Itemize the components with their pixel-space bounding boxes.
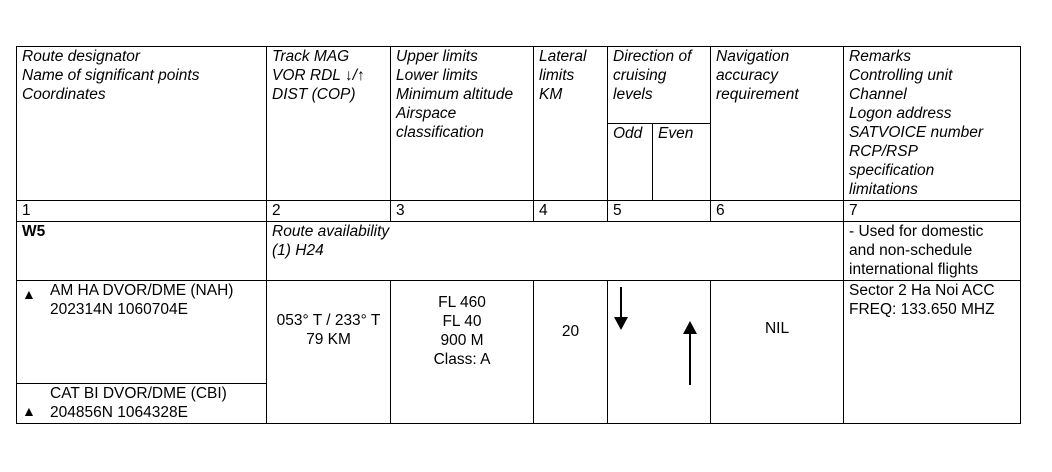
route-row [17, 222, 1021, 281]
triangle-icon: ▲ [22, 286, 36, 302]
route-remarks: - Used for domestic and non-schedule international flights [844, 222, 1021, 281]
route-designator: W5 [17, 222, 267, 281]
column-number-row [17, 201, 1021, 222]
header-even: Even [658, 125, 694, 142]
navigation-accuracy: NIL [711, 281, 844, 424]
header-remarks: Remarks Controlling unit Channel Logon address SATVOICE number RCP/RSP specification limitations [844, 47, 1021, 201]
significant-point [17, 281, 267, 384]
route-availability: Route availability (1) H24 [267, 222, 844, 281]
distance: 79 KM [306, 331, 351, 348]
header-navigation-accuracy: Navigation accuracy requirement [711, 47, 844, 201]
header-limits: Upper limits Lower limits Minimum altitude Airspace classification [391, 47, 534, 201]
triangle-icon: ▲ [22, 403, 36, 420]
table-row [17, 281, 1021, 384]
track-mag: 053° T / 233° T [276, 312, 381, 329]
column-number: 6 [711, 201, 844, 222]
column-number: 4 [534, 201, 608, 222]
route-table [16, 46, 1021, 424]
significant-point [17, 384, 267, 424]
column-number: 7 [844, 201, 1021, 222]
segment-remarks: Sector 2 Ha Noi ACC FREQ: 133.650 MHZ [844, 281, 1021, 424]
point-name: AM HA DVOR/DME (NAH) [50, 282, 234, 299]
column-number: 2 [267, 201, 391, 222]
column-number: 3 [391, 201, 534, 222]
header-route-designator: Route designator Name of significant points Coordinates [17, 47, 267, 201]
upper-limit: FL 460 [438, 294, 486, 311]
airspace-class: Class: A [433, 351, 491, 368]
cruising-direction [608, 281, 711, 424]
header-odd: Odd [608, 124, 653, 200]
column-number: 1 [17, 201, 267, 222]
point-coordinates: 204856N 1064328E [50, 404, 188, 422]
vertical-limits [391, 281, 534, 424]
column-number: 5 [608, 201, 711, 222]
header-track: Track MAG VOR RDL ↓/↑ DIST (COP) [267, 47, 391, 201]
point-name: CAT BI DVOR/DME (CBI) [50, 385, 227, 403]
track-distance [267, 281, 391, 424]
point-coordinates: 202314N 1060704E [50, 301, 188, 318]
lateral-limits: 20 [534, 281, 608, 424]
header-row [17, 47, 1021, 201]
header-direction-cruising-levels: Direction of cruising levels Odd Even [608, 47, 711, 201]
minimum-altitude: 900 M [440, 332, 484, 349]
header-lateral-limits: Lateral limits KM [534, 47, 608, 201]
lower-limit: FL 40 [442, 313, 482, 330]
